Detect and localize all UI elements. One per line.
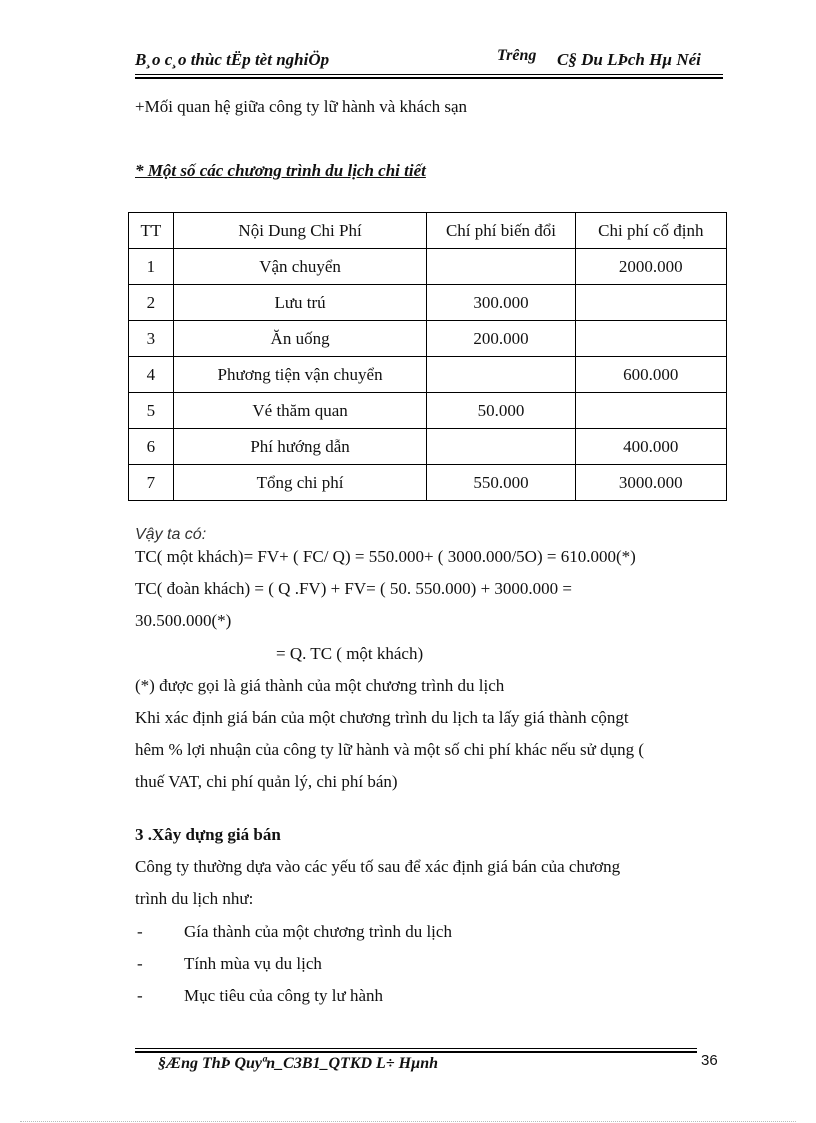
footer-author: §Æng ThÞ Quyªn_C3B1_QTKD L÷ Hµnh: [158, 1055, 439, 1072]
cost-table: [128, 212, 727, 501]
header-rule-thick: [135, 77, 723, 79]
cell-tt: 1: [129, 249, 174, 285]
cell-fixed: [575, 285, 726, 321]
section3-heading: 3 .Xây dựng giá bán: [135, 825, 281, 844]
col-header-tt: TT: [129, 213, 174, 249]
table-header-row: [129, 213, 727, 249]
cell-item: Vận chuyển: [173, 249, 427, 285]
header-left-title: B¸o c¸o thùc tËp tèt nghiÖp: [135, 50, 330, 69]
cell-variable: [427, 249, 575, 285]
cell-variable: 550.000: [427, 465, 575, 501]
formula-one-customer: TC( một khách)= FV+ ( FC/ Q) = 550.000+ ( 3000.000/5O) = 610.000(*): [135, 547, 636, 566]
bullet-item: Mục tiêu của công ty lư hành: [184, 986, 383, 1005]
cell-tt: 4: [129, 357, 174, 393]
bullet-item: Tính mùa vụ du lịch: [184, 954, 322, 973]
cell-tt: 2: [129, 285, 174, 321]
cell-tt: 5: [129, 393, 174, 429]
bullet-dash: -: [137, 954, 143, 973]
table-row: [129, 321, 727, 357]
cell-fixed: 2000.000: [575, 249, 726, 285]
col-header-variable: Chí phí biến đổi: [427, 213, 575, 249]
cell-fixed: 3000.000: [575, 465, 726, 501]
table-row: [129, 429, 727, 465]
cell-variable: 50.000: [427, 393, 575, 429]
cell-tt: 6: [129, 429, 174, 465]
section3-line-2: trình du lịch như:: [135, 889, 254, 908]
cell-variable: 300.000: [427, 285, 575, 321]
table-row: [129, 285, 727, 321]
table-row-total: [129, 465, 727, 501]
footer-rule-thick: [135, 1051, 697, 1053]
section3-line-1: Công ty thường dựa vào các yếu tố sau để xác định giá bán của chương: [135, 857, 621, 876]
cell-tt: 7: [129, 465, 174, 501]
bullet-item: Gía thành của một chương trình du lịch: [184, 922, 452, 941]
formula-group-line2: 30.500.000(*): [135, 611, 232, 630]
paragraph-line-2: hêm % lợi nhuận của công ty lữ hành và một số chi phí khác nếu sử dụng (: [135, 740, 644, 759]
page-bottom-dotted-border: [20, 1121, 796, 1122]
formula-group-line1: TC( đoàn khách) = ( Q .FV) + FV= ( 50. 550.000) + 3000.000 =: [135, 579, 573, 598]
paragraph-line-1: Khi xác định giá bán của một chương trình du lịch ta lấy giá thành cộngt: [135, 708, 629, 727]
cell-fixed: 600.000: [575, 357, 726, 393]
bullet-dash: -: [137, 986, 143, 1005]
header-rule: [135, 74, 723, 75]
cell-item: Lưu trú: [173, 285, 427, 321]
cell-item: Phương tiện vận chuyển: [173, 357, 427, 393]
conclusion-intro: Vậy ta có:: [135, 526, 207, 543]
table-row: [129, 393, 727, 429]
paragraph-line-3: thuế VAT, chi phí quản lý, chi phí bán): [135, 772, 398, 791]
header-right-title: C§ Du LÞch Hµ Néi: [557, 50, 701, 69]
table-row: [129, 357, 727, 393]
cell-variable: 200.000: [427, 321, 575, 357]
cell-variable: [427, 429, 575, 465]
formula-group-equivalent: = Q. TC ( một khách): [276, 644, 424, 663]
note-line: (*) được gọi là giá thành của một chương trình du lịch: [135, 676, 505, 695]
header-right-prefix: Trêng: [497, 47, 537, 64]
cell-tt: 3: [129, 321, 174, 357]
cell-variable: [427, 357, 575, 393]
section-title: * Một số các chương trình du lịch chi tiết: [135, 161, 426, 180]
footer-rule: [135, 1048, 697, 1049]
cell-item: Vé thăm quan: [173, 393, 427, 429]
cell-item: Phí hướng dẫn: [173, 429, 427, 465]
cell-item: Ăn uống: [173, 321, 427, 357]
cell-fixed: [575, 321, 726, 357]
cell-fixed: 400.000: [575, 429, 726, 465]
col-header-fixed: Chi phí cố định: [575, 213, 726, 249]
col-header-item: Nội Dung Chi Phí: [173, 213, 427, 249]
intro-line: +Mối quan hệ giữa công ty lữ hành và khách sạn: [135, 97, 468, 116]
cell-fixed: [575, 393, 726, 429]
bullet-dash: -: [137, 922, 143, 941]
page-number: 36: [701, 1052, 718, 1069]
cell-item: Tổng chi phí: [173, 465, 427, 501]
table-row: [129, 249, 727, 285]
